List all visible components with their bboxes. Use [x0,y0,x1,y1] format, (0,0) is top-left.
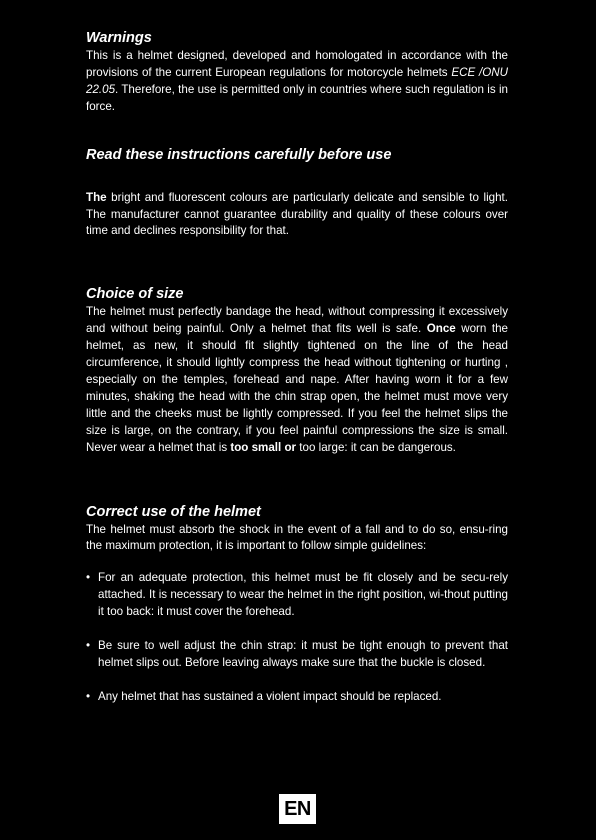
size-bold-1: Once [426,322,456,336]
correct-use-section [86,502,508,706]
warnings-text-a: This is a helmet designed, developed and homologated in accordance with the provisions of the current European regulations for motorcycle helmets [86,49,508,79]
warnings-section [86,28,508,116]
list-item [86,570,508,621]
list-item-text: Be sure to well adjust the chin strap: it must be tight enough to prevent that helmet slips out. Before leaving always make sure that the buckle is closed. [98,639,508,669]
bullet-icon: • [86,689,91,703]
colours-text: bright and fluorescent colours are particularly delicate and sensible to light. The manufacturer cannot guarantee durability and quality of these colours over time and declines responsibility for that. [86,190,508,238]
read-instructions-section [86,145,508,165]
list-item [86,638,508,672]
colours-paragraph [86,190,508,241]
correct-use-intro: The helmet must absorb the shock in the event of a fall and to do so, ensu-ring the maximum protection, it is important to follow simple guidelines: [86,522,508,553]
bullet-icon: • [86,639,91,653]
choice-of-size-paragraph [86,304,508,456]
language-badge: EN [279,794,316,824]
read-instructions-heading: Read these instructions carefully before use [86,146,392,163]
size-text-b: worn the helmet, as new, it should fit slightly tightened on the line of the head circumference, it should lightly compress the head without tightening or hurting , especially on the temples, forehead and nape. After having worn it for a few minutes, shaking the head with the chin strap open, the helmet must move very little and the cheeks must be lightly compressed. If you feel the helmet slips the size is large, on the contrary, if you feel painful compressions the size is small. Never wear a helmet that is [86,322,508,454]
list-item-text: For an adequate protection, this helmet must be fit closely and be secu-rely attached. It is necessary to wear the helmet in the right position, wi-thout putting it too back: it must cover the forehead. [98,571,508,619]
choice-of-size-heading: Choice of size [86,286,184,303]
choice-of-size-section [86,284,508,456]
list-item-text: Any helmet that has sustained a violent impact should be replaced. [98,689,442,703]
bullet-icon: • [86,571,91,585]
warnings-heading: Warnings [86,30,152,46]
regulation-reference: ECE /ONU 22.05 [86,65,508,96]
colours-section [86,190,508,241]
correct-use-heading: Correct use of the helmet [86,503,261,520]
warnings-paragraph [86,48,508,116]
size-text-a: The helmet must perfectly bandage the head, without compressing it excessively and without being painful. Only a helmet that fits well is safe. [86,305,508,336]
size-bold-2: too small or [230,440,297,454]
size-text-c: too large: it can be dangerous. [296,440,456,454]
guidelines-list [86,570,508,705]
list-item [86,689,508,706]
warnings-text-b: . Therefore, the use is permitted only in countries where such regulation is in force. [86,82,508,113]
manual-page [86,28,508,706]
colours-bold-lead: The [86,190,107,204]
